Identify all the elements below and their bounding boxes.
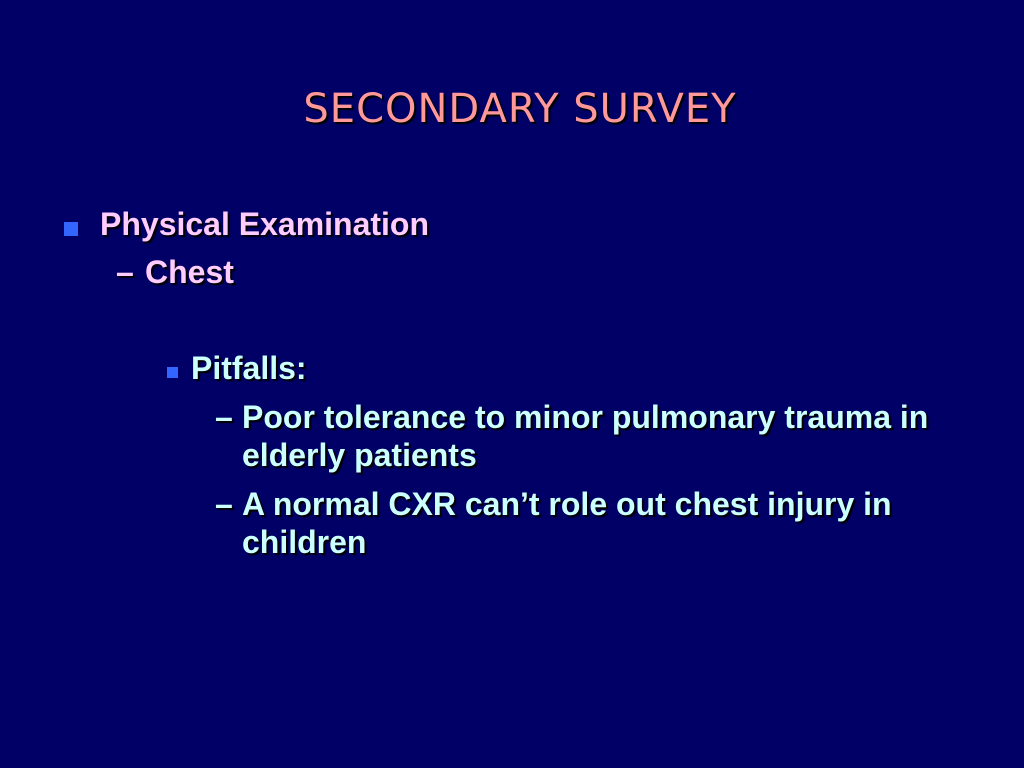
slide-title: SECONDARY SURVEY bbox=[303, 86, 737, 132]
bullet-chest: Chest bbox=[145, 254, 234, 290]
bullet-physical-examination: Physical Examination bbox=[100, 206, 430, 242]
bullet-pitfalls: Pitfalls: bbox=[191, 350, 307, 386]
pitfall-item-line: children bbox=[242, 524, 367, 560]
dash-marker: – bbox=[215, 486, 233, 522]
dash-marker: – bbox=[116, 254, 134, 290]
square-bullet-icon bbox=[167, 367, 178, 378]
dash-marker: – bbox=[215, 399, 233, 435]
pitfall-item-line: elderly patients bbox=[242, 437, 477, 473]
pitfall-item-line: Poor tolerance to minor pulmonary trauma in bbox=[242, 399, 929, 435]
pitfall-item-line: A normal CXR can’t role out chest injury in bbox=[242, 486, 892, 522]
square-bullet-icon bbox=[64, 222, 78, 236]
